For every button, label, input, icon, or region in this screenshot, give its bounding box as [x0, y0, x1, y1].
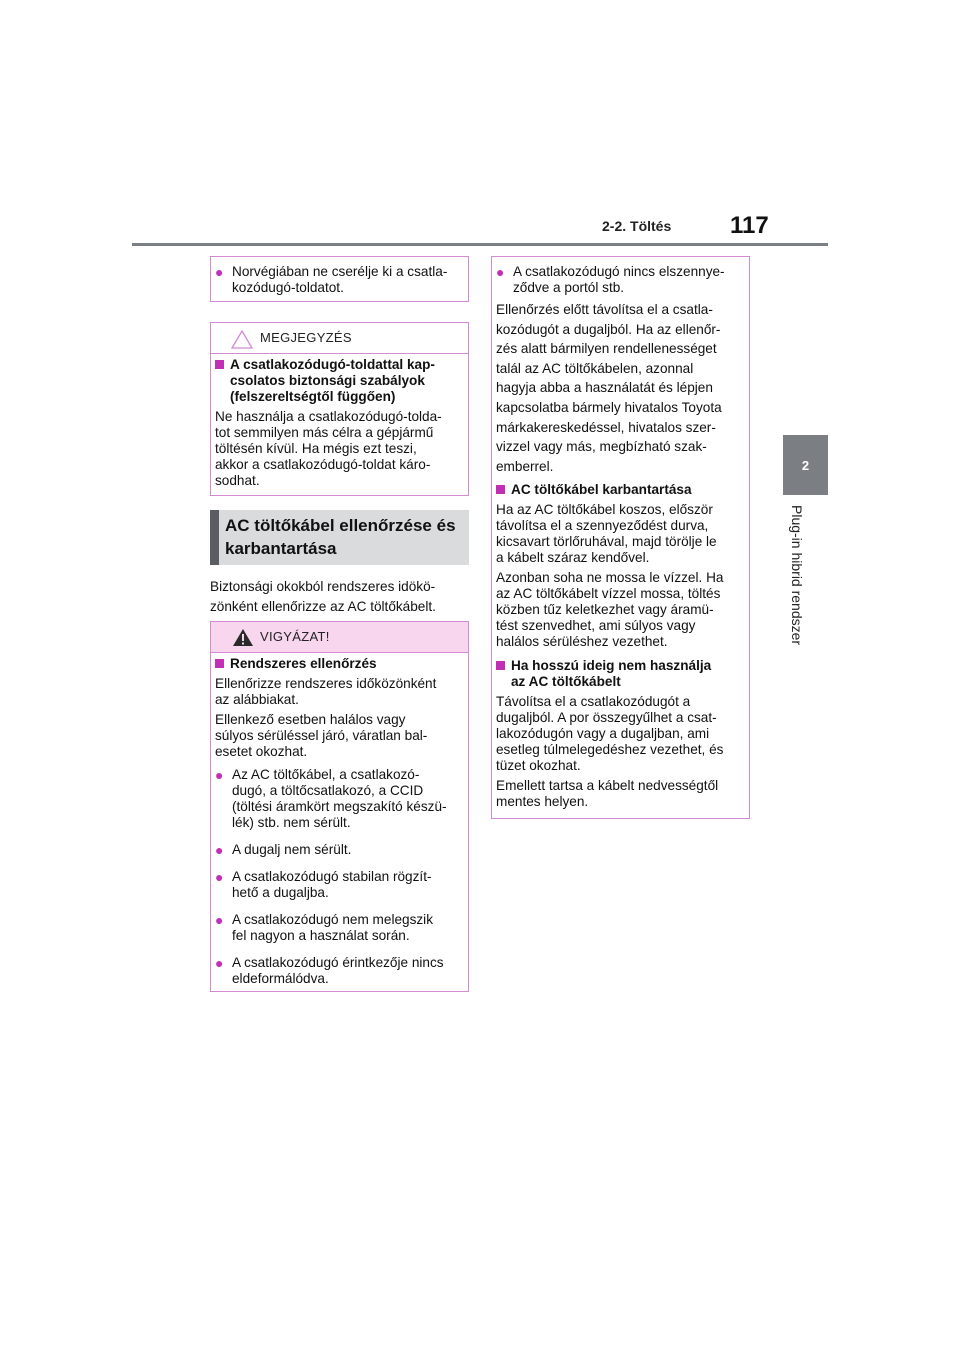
square-bullet-icon — [215, 659, 224, 668]
section-heading-bar — [210, 510, 219, 565]
note-text: Ne használja a csatlakozódugó-tolda- tot semmilyen más célra a gépjármű töltésén kívül. Ha mégis ezt teszi, akkor a csatlakozódugó-toldat káro- sodhat. — [215, 409, 442, 488]
square-bullet-icon — [496, 485, 505, 494]
maintenance-heading: AC töltőkábel karbantartása — [511, 482, 692, 498]
list-item: ● A csatlakozódugó nincs elszennye- ződve a portól stb. — [496, 264, 725, 295]
right-p4: Távolítsa el a csatlakozódugót a dugaljból. A por összegyűlhet a csat- lakozódugón vagy a dugaljban, ami esetleg túlmelegedéshez vezethet, és tüzet okozhat. — [496, 694, 724, 774]
section-label: 2-2. Töltés — [602, 218, 672, 234]
right-p3: Azonban soha ne mossa le vízzel. Ha az AC töltőkábelt vízzel mossa, töltés közben tűz keletkezhet vagy áramü- tést szenvedhet, ami súlyos vagy halálos sérüléshez vezethet. — [496, 570, 724, 650]
warning-label: VIGYÁZAT! — [260, 629, 330, 644]
section-heading — [210, 510, 469, 565]
bullet-icon: ● — [215, 955, 224, 971]
section-heading-text: AC töltőkábel ellenőrzése és karbantartása — [225, 516, 456, 558]
warning-heading: Rendszeres ellenőrzés — [230, 656, 377, 671]
square-bullet-icon — [215, 360, 224, 369]
warning-box — [210, 621, 469, 992]
chapter-label — [783, 505, 807, 665]
warning-triangle-icon — [232, 628, 254, 647]
header-rule — [132, 243, 828, 246]
note-label: MEGJEGYZÉS — [260, 330, 352, 345]
page-number: 117 — [730, 212, 769, 239]
bullet-icon: ● — [215, 842, 224, 858]
warning-triangle-icon — [231, 330, 253, 349]
chapter-tab[interactable]: 2 — [783, 435, 828, 495]
list-item: ● A csatlakozódugó érintkezője nincs eldeformálódva. — [215, 955, 444, 986]
bullet-icon: ● — [215, 767, 224, 783]
list-item: ● A dugalj nem sérült. — [215, 842, 352, 858]
note-box — [210, 322, 469, 496]
intro-text: Biztonsági okokból rendszeres idökö- zönként ellenőrizze az AC töltőkábelt. — [210, 579, 436, 614]
note-heading: A csatlakozódugó-toldattal kap- csolatos biztonsági szabályok (felszereltségtől függően) — [230, 357, 435, 404]
chapter-label-text: Plug-in hibrid rendszer — [789, 505, 805, 646]
warning-continued-box — [491, 256, 750, 819]
list-item: ● A csatlakozódugó stabilan rögzít- hető a dugaljba. — [215, 869, 432, 900]
warning-p2: Ellenkező esetben halálos vagy súlyos sérüléssel járó, váratlan bal- esetet okozhat. — [215, 712, 428, 759]
note-header — [211, 323, 468, 354]
norway-note-text: Norvégiában ne cserélje ki a csatla- kozódugó-toldatot. — [232, 264, 448, 295]
list-item: ● Az AC töltőkábel, a csatlakozó- dugó, a töltőcsatlakozó, a CCID (töltési áramkört megszakító készü- lék) stb. nem sérült. — [215, 767, 447, 830]
norway-note-box — [210, 256, 469, 302]
warning-header — [211, 622, 468, 653]
bullet-icon: ● — [496, 264, 505, 280]
storage-heading: Ha hosszú ideig nem használja az AC töltőkábelt — [511, 658, 712, 690]
warning-p1: Ellenőrizze rendszeres időközönként az alábbiakat. — [215, 676, 437, 707]
right-p5: Emellett tartsa a kábelt nedvességtől mentes helyen. — [496, 778, 719, 810]
right-p2: Ha az AC töltőkábel koszos, először távolítsa el a szennyeződést durva, kicsavart törlőruhával, majd törölje le a kábelt száraz kendővel. — [496, 502, 717, 566]
right-p1: Ellenőrzés előtt távolítsa el a csatla- kozódugót a dugaljból. Ha az ellenőr- zés alatt bármilyen rendellenességet talál az AC töltőkábelen, azonnal hagyja abba a használatát és lépjen kapcsolatba bármely hivatalos Toyota márkakereskedéssel, hivatalos szer- vizzel vagy más, megbízható szak- emberrel. — [496, 302, 722, 474]
bullet-icon: ● — [215, 912, 224, 928]
list-item: ● A csatlakozódugó nem melegszik fel nagyon a használat során. — [215, 912, 433, 943]
square-bullet-icon — [496, 661, 505, 670]
bullet-icon: ● — [215, 869, 224, 885]
bullet-icon: ● — [215, 264, 224, 280]
